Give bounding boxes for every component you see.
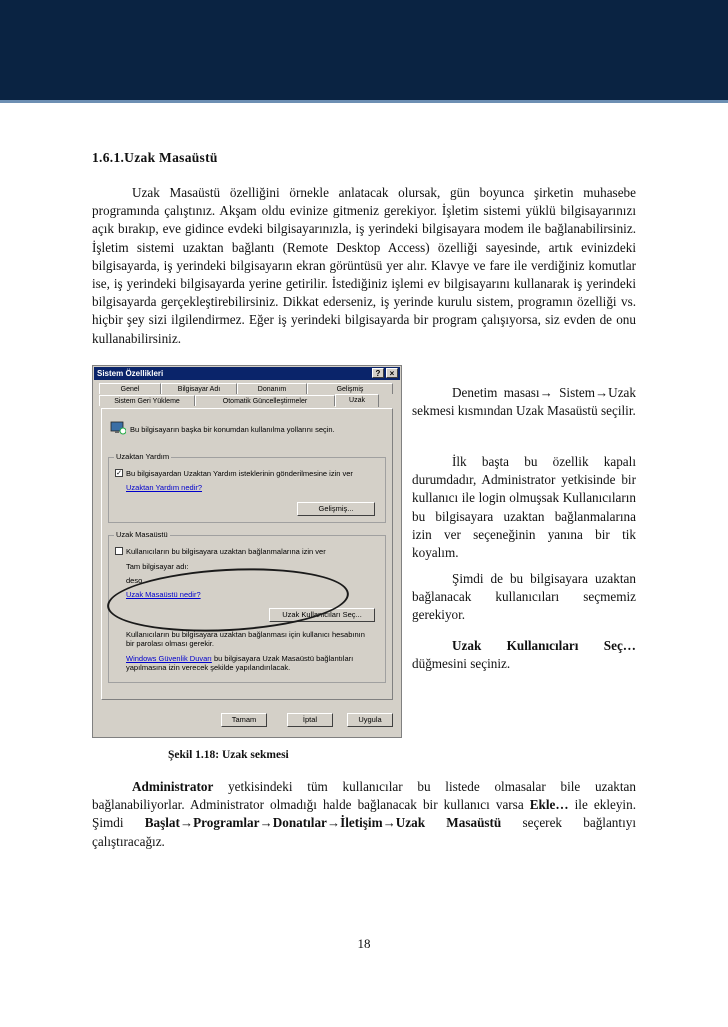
dialog-titlebar bbox=[94, 367, 400, 380]
section-title: 1.6.1.Uzak Masaüstü bbox=[92, 150, 218, 165]
side-note-4-bold: Uzak Kullanıcıları Seç… bbox=[452, 638, 636, 653]
remote-desktop-checkbox[interactable] bbox=[115, 547, 123, 555]
full-name-label: Tam bilgisayar adı: bbox=[126, 562, 189, 571]
tab-hardware[interactable]: Donanım bbox=[237, 383, 307, 394]
monitor-icon bbox=[110, 421, 126, 435]
remote-assistance-check-label: Bu bilgisayardan Uzaktan Yardım isteklerinin gönderilmesine izin ver bbox=[126, 469, 353, 478]
remote-intro-text: Bu bilgisayarın başka bir konumdan kullanılma yollarını seçin. bbox=[130, 425, 335, 434]
rd-note-line1: Kullanıcıların bu bilgisayara uzaktan bağlanması için kullanıcı hesabının bbox=[126, 630, 365, 639]
closing-bold-1: Administrator bbox=[132, 779, 214, 794]
side-note-4 bbox=[412, 637, 636, 673]
rd-note-line2: bir parolası olması gerekir. bbox=[126, 639, 214, 648]
page-number: 18 bbox=[357, 936, 371, 951]
rd-note-line3 bbox=[126, 654, 353, 663]
close-icon[interactable]: × bbox=[386, 368, 398, 378]
tab-computer-name[interactable]: Bilgisayar Adı bbox=[161, 383, 237, 394]
side-note-3 bbox=[412, 570, 636, 625]
side-note-1-text: Denetim masası→ Sistem→Uzak sekmesi kısmından Uzak Masaüstü seçilir. bbox=[412, 385, 636, 419]
tab-advanced[interactable]: Gelişmiş bbox=[307, 383, 393, 394]
side-note-2-text: İlk başta bu özellik kapalı durumdadır, Administrator yetkisinde bir kullanıcı ile login olmuşsak Kullanıcıların bu bilgisayara uzaktan bağlanmalarına izin ver seçeneğinin yanına bir tik koyalım. bbox=[412, 454, 636, 561]
cancel-button[interactable]: İptal bbox=[287, 713, 333, 727]
remote-assistance-checkbox[interactable]: ✓ bbox=[116, 470, 122, 477]
closing-paragraph bbox=[92, 778, 636, 851]
header-band bbox=[0, 0, 728, 103]
closing-bold-3: Başlat→Programlar→Donatılar→İletişim→Uzak Masaüstü bbox=[144, 815, 502, 831]
tab-remote[interactable]: Uzak bbox=[335, 394, 379, 407]
tab-general[interactable]: Genel bbox=[99, 383, 161, 394]
intro-paragraph-text: Uzak Masaüstü özelliğini örnekle anlatacak olursak, gün boyunca şirketin muhasebe programında çalıştınız. Akşam oldu evinize gitmeniz gerekiyor. İşletim sistemi yüklü bilgisayarınızı açık bırakıp, eve gidince evdeki bilgisayarınızla, iş yerindeki bilgisayara modem ile bağlanabilirsiniz. İşletim sistemi uzaktan bağlantı (Remote Desktop Access) özelliği sayesinde, artık evinizdeki bilgisayarda, iş yerindeki bilgisayarın ekran görüntüsü yer alır. Klavye ve fare ile verdiğiniz komutlar ise, iş yerindeki bilgisayarda yerine getirilir. İstediğiniz işlemi ev bilgisayarını kullanarak iş yerindeki bilgisayarda gerçekleştirebilirsiniz. Dikkat ederseniz, iş yerinde kurulu sistem, programın özelliği vs. hiçbir şey sizi ilgilendirmez. Eğer iş yerindeki bilgisayarda bir program çalışıyorsa, siz evden de onu kullanabilirsiniz. bbox=[92, 185, 636, 346]
ok-button[interactable]: Tamam bbox=[221, 713, 267, 727]
rd-note-line4: yapılmasına izin verecek şekilde yapılandırılacak. bbox=[126, 663, 291, 672]
closing-text-2: ile ekleyin. Şimdi bbox=[92, 797, 636, 831]
side-note-2 bbox=[412, 453, 636, 562]
apply-button[interactable]: Uygula bbox=[347, 713, 393, 727]
remote-desktop-label: Uzak Masaüstü bbox=[116, 530, 168, 539]
select-remote-users-button[interactable]: Uzak Kullanıcıları Seç... bbox=[269, 608, 375, 622]
remote-assistance-label: Uzaktan Yardım bbox=[116, 452, 170, 461]
intro-paragraph bbox=[92, 184, 636, 348]
remote-assistance-help-link[interactable]: Uzaktan Yardım nedir? bbox=[126, 483, 203, 492]
system-properties-dialog bbox=[92, 365, 402, 738]
side-note-1 bbox=[412, 384, 636, 420]
help-icon[interactable]: ? bbox=[372, 368, 384, 378]
side-note-4-text: düğmesini seçiniz. bbox=[412, 656, 511, 672]
closing-bold-2: Ekle… bbox=[529, 797, 569, 813]
tab-automatic-updates[interactable]: Otomatik Güncelleştirmeler bbox=[195, 395, 335, 406]
remote-tab-panel bbox=[101, 408, 393, 700]
header-stripe bbox=[0, 100, 728, 103]
side-note-3-text: Şimdi de bu bilgisayara uzaktan bağlanacak kullanıcıları seçmemiz gerekiyor. bbox=[412, 571, 636, 623]
firewall-link[interactable]: Windows Güvenlik Duvarı bbox=[126, 654, 212, 663]
full-name-value: deso bbox=[126, 576, 143, 585]
closing-text-3: seçerek bağlantıyı çalıştıracağız. bbox=[92, 815, 636, 849]
dialog-title: Sistem Özellikleri bbox=[97, 369, 164, 378]
tab-system-restore[interactable]: Sistem Geri Yükleme bbox=[99, 395, 195, 406]
advanced-button[interactable]: Gelişmiş... bbox=[297, 502, 375, 516]
remote-desktop-help-link[interactable]: Uzak Masaüstü nedir? bbox=[126, 590, 201, 599]
rd-note-line3-text: bu bilgisayara Uzak Masaüstü bağlantıları bbox=[211, 654, 354, 663]
closing-text-1: yetkisindeki tüm kullanıcılar bu listede olmasalar bile uzaktan bağlanabiliyorlar. Administrator olmadığı halde bağlanacak bir kullanıcı varsa bbox=[92, 779, 636, 813]
remote-desktop-check-label: Kullanıcıların bu bilgisayara uzaktan bağlanmalarına izin ver bbox=[126, 547, 326, 556]
remote-assistance-group bbox=[108, 452, 386, 523]
figure-caption: Şekil 1.18: Uzak sekmesi bbox=[168, 749, 289, 761]
